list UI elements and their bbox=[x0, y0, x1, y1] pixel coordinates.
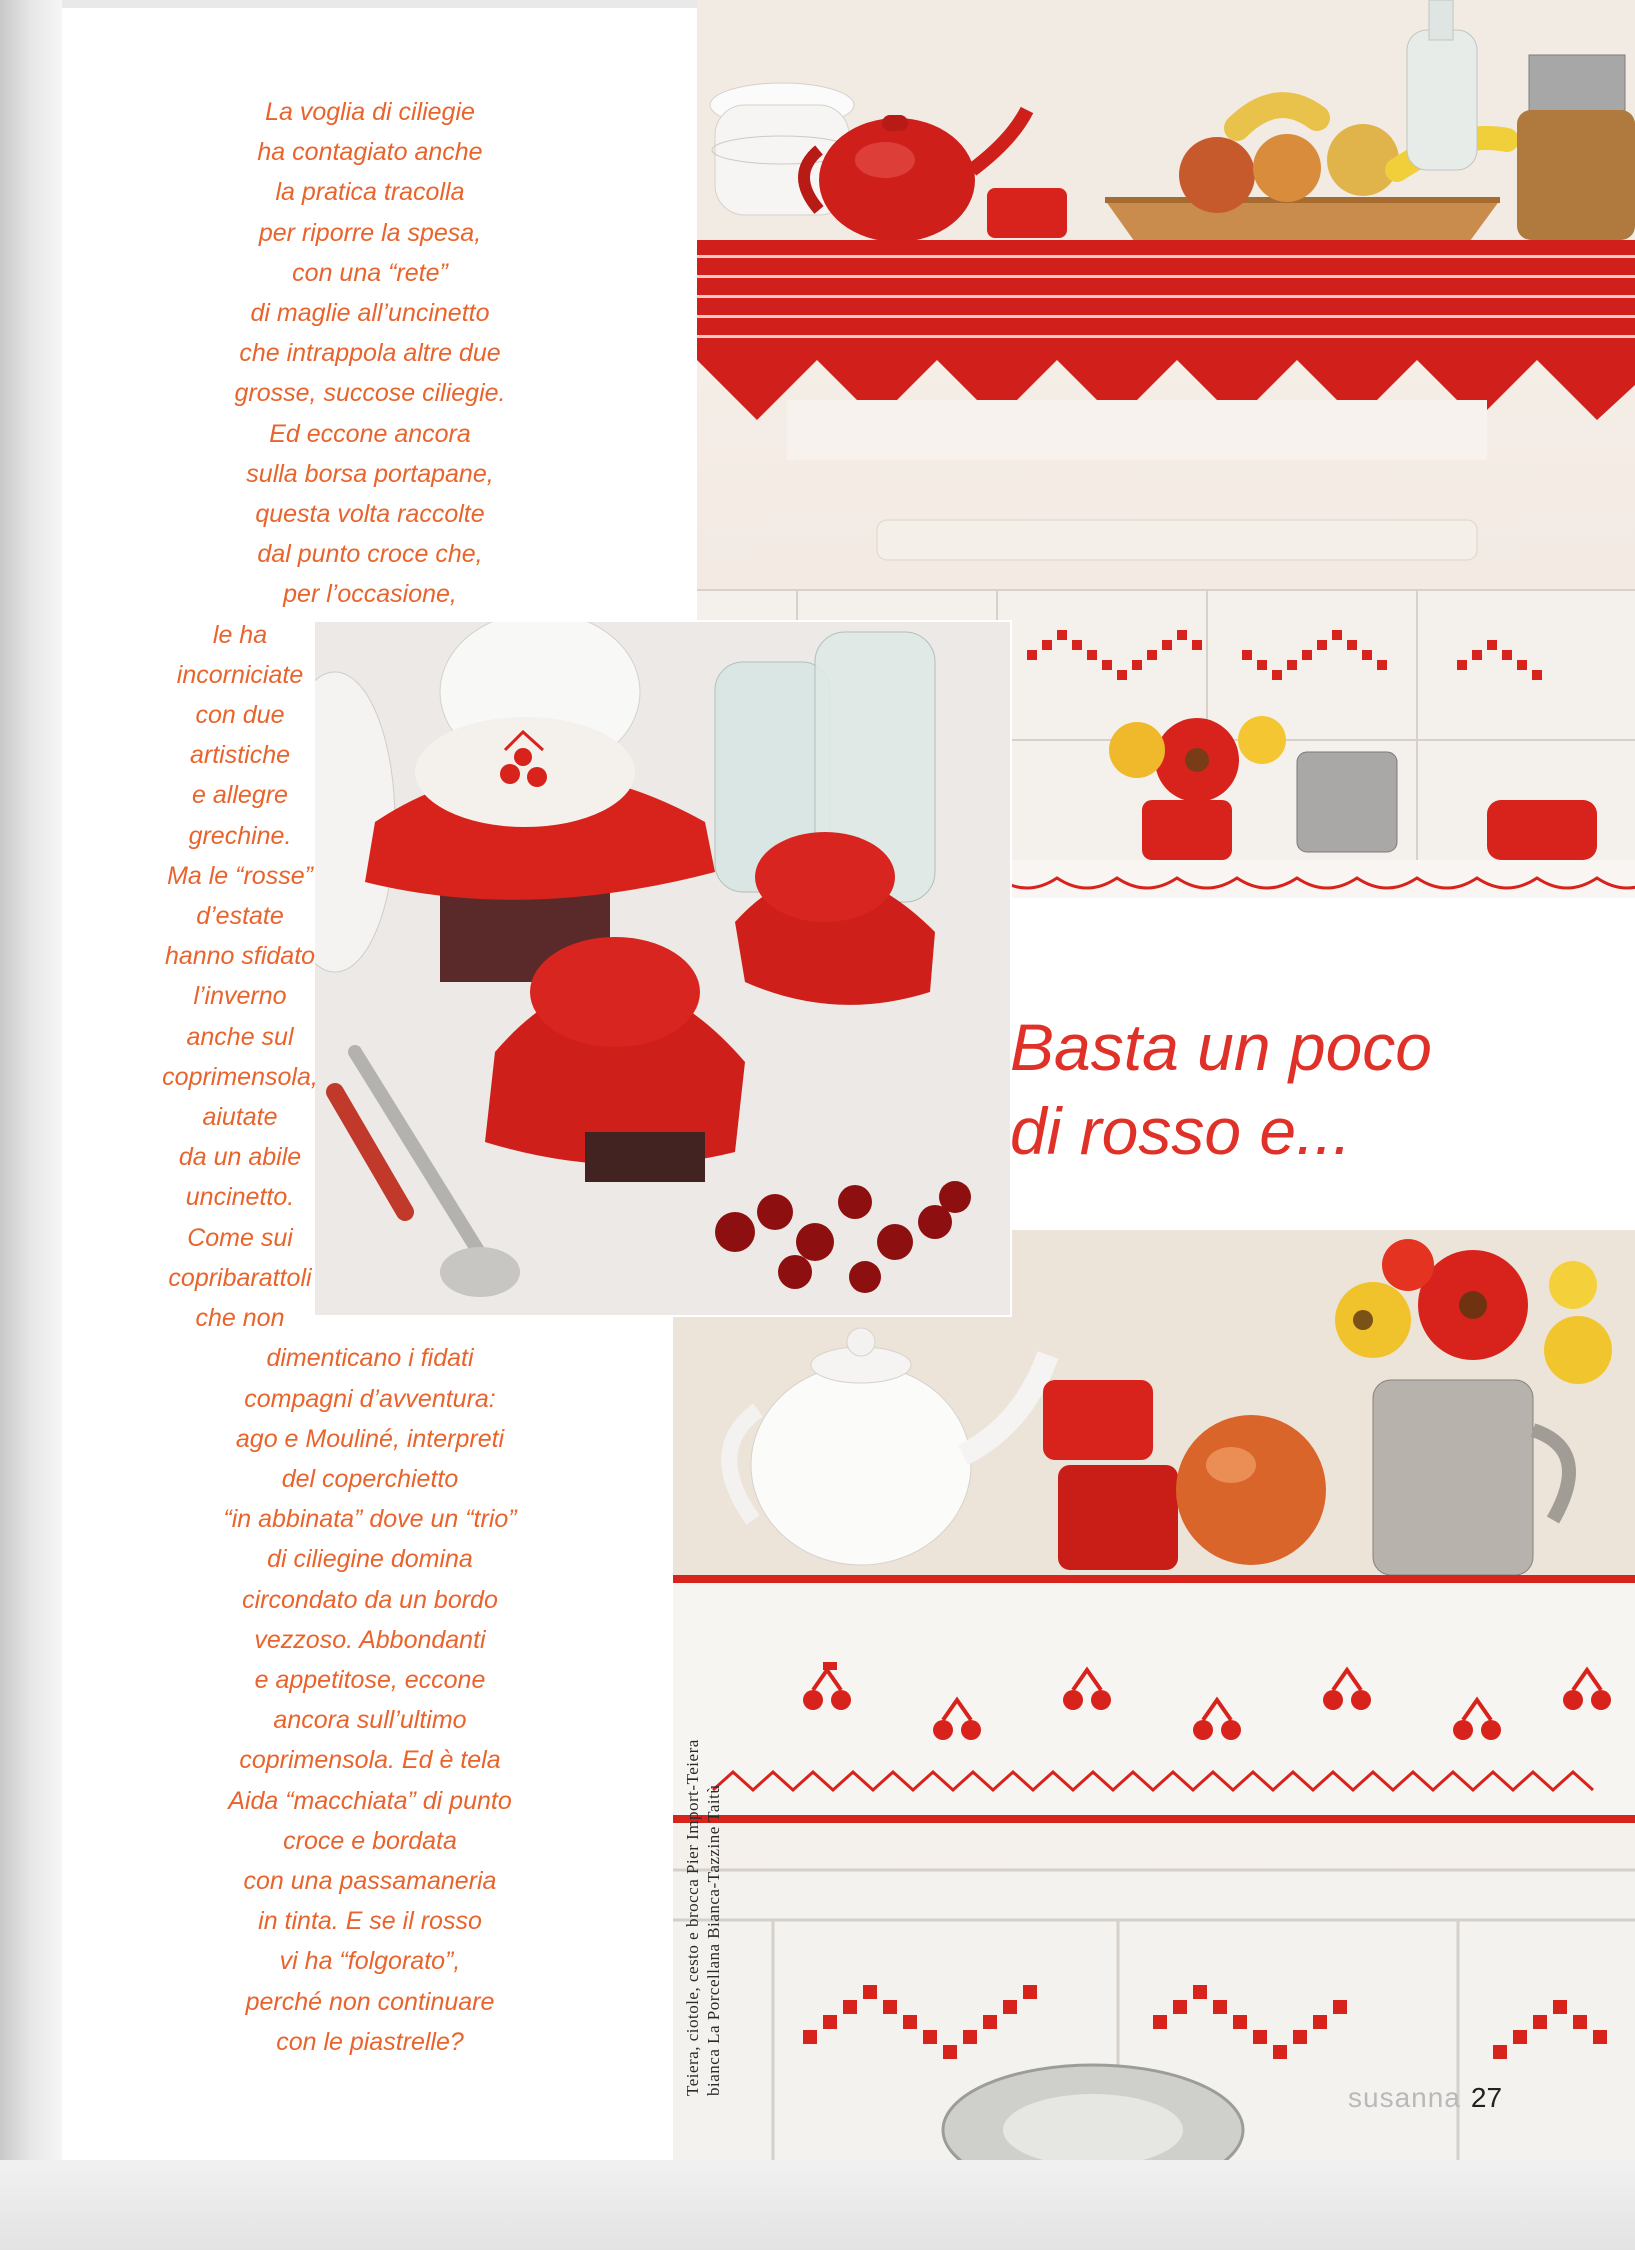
body-text-line: con le piastrelle? bbox=[276, 2027, 464, 2056]
body-text-line: l’inverno bbox=[193, 982, 287, 1011]
body-text-line: da un abile bbox=[178, 1143, 302, 1172]
body-text-line: in tinta. E se il rosso bbox=[258, 1907, 482, 1936]
body-text-line: dimenticano i fidati bbox=[266, 1344, 474, 1373]
body-text-line: Ma le “rosse” bbox=[167, 861, 313, 890]
body-text-line: che intrappola altre due bbox=[239, 339, 501, 368]
body-text-line: Ed eccone ancora bbox=[269, 419, 471, 448]
body-text-line: vi ha “folgorato”, bbox=[279, 1947, 461, 1976]
photo-credit-line-2: bianca La Porcellana Bianca-Tazzine Taitù bbox=[704, 1784, 723, 2096]
body-text-line: artistiche bbox=[189, 741, 291, 770]
body-text-line: copribarattoli bbox=[168, 1263, 312, 1292]
body-text-line: “in abbinata” dove un “trio” bbox=[223, 1505, 517, 1534]
magazine-name: susanna bbox=[1348, 2082, 1461, 2113]
body-text-line: La voglia di ciliegie bbox=[265, 98, 475, 126]
body-text-line: coprimensola. Ed è tela bbox=[239, 1746, 501, 1775]
body-text-line: sulla borsa portapane, bbox=[246, 459, 494, 488]
body-text-line: e appetitose, eccone bbox=[254, 1665, 486, 1694]
body-text-line: croce e bordata bbox=[283, 1826, 457, 1855]
body-text-line: circondato da un bordo bbox=[242, 1585, 498, 1614]
body-text-line: con una “rete” bbox=[292, 258, 448, 287]
body-text-line: ha contagiato anche bbox=[257, 138, 483, 167]
body-text-line: d’estate bbox=[196, 902, 284, 931]
scan-edge-bottom bbox=[0, 2160, 1635, 2250]
body-text-line: per l’occasione, bbox=[283, 580, 457, 609]
body-text-line: con due bbox=[195, 701, 285, 730]
photo-credit bbox=[682, 1576, 724, 2096]
page-folio bbox=[1348, 2082, 1502, 2114]
body-text-line: le ha bbox=[212, 620, 268, 649]
photo-shelf-cross-stitch bbox=[673, 1230, 1635, 2160]
body-text-line: questa volta raccolte bbox=[255, 500, 485, 529]
body-text-line: vezzoso. Abbondanti bbox=[254, 1625, 486, 1654]
headline bbox=[1010, 1005, 1432, 1173]
body-text-line: anche sul bbox=[186, 1022, 294, 1051]
body-text-line: ago e Mouliné, interpreti bbox=[235, 1424, 505, 1453]
headline-line-2: di rosso e... bbox=[1010, 1094, 1352, 1168]
body-text-line: incorniciate bbox=[176, 660, 304, 689]
body-text-line: uncinetto. bbox=[185, 1183, 295, 1212]
body-text-line: perché non continuare bbox=[245, 1987, 495, 2016]
body-text-line: di ciliegine domina bbox=[267, 1545, 473, 1574]
body-text-line: dal punto croce che, bbox=[257, 540, 483, 569]
body-text-line: aiutate bbox=[202, 1103, 278, 1132]
body-text-line: del coperchietto bbox=[281, 1464, 459, 1493]
headline-line-1: Basta un poco bbox=[1010, 1010, 1432, 1084]
body-text-line: con una passamaneria bbox=[243, 1866, 497, 1895]
article-body-text bbox=[90, 92, 650, 2062]
body-text-line: la pratica tracolla bbox=[275, 178, 465, 207]
photo-credit-line-1: Teiera, ciotole, cesto e brocca Pier Import-Teiera bbox=[683, 1739, 702, 2096]
body-text-line: ancora sull’ultimo bbox=[273, 1706, 467, 1735]
body-text-line: di maglie all’uncinetto bbox=[250, 299, 490, 328]
body-text-line: e allegre bbox=[192, 781, 288, 810]
body-text-line: grechine. bbox=[188, 821, 292, 850]
page-number: 27 bbox=[1470, 2082, 1503, 2113]
body-text-line: grosse, succose ciliegie. bbox=[234, 379, 506, 408]
body-text-line: hanno sfidato bbox=[164, 942, 316, 971]
body-text-line: Aida “macchiata” di punto bbox=[228, 1786, 512, 1815]
body-text-line: compagni d’avventura: bbox=[244, 1384, 496, 1413]
body-text-line: coprimensola, bbox=[162, 1062, 318, 1091]
body-text-line: per riporre la spesa, bbox=[258, 218, 482, 247]
body-text-line: Come sui bbox=[187, 1223, 293, 1252]
body-text-line: che non bbox=[195, 1304, 285, 1333]
